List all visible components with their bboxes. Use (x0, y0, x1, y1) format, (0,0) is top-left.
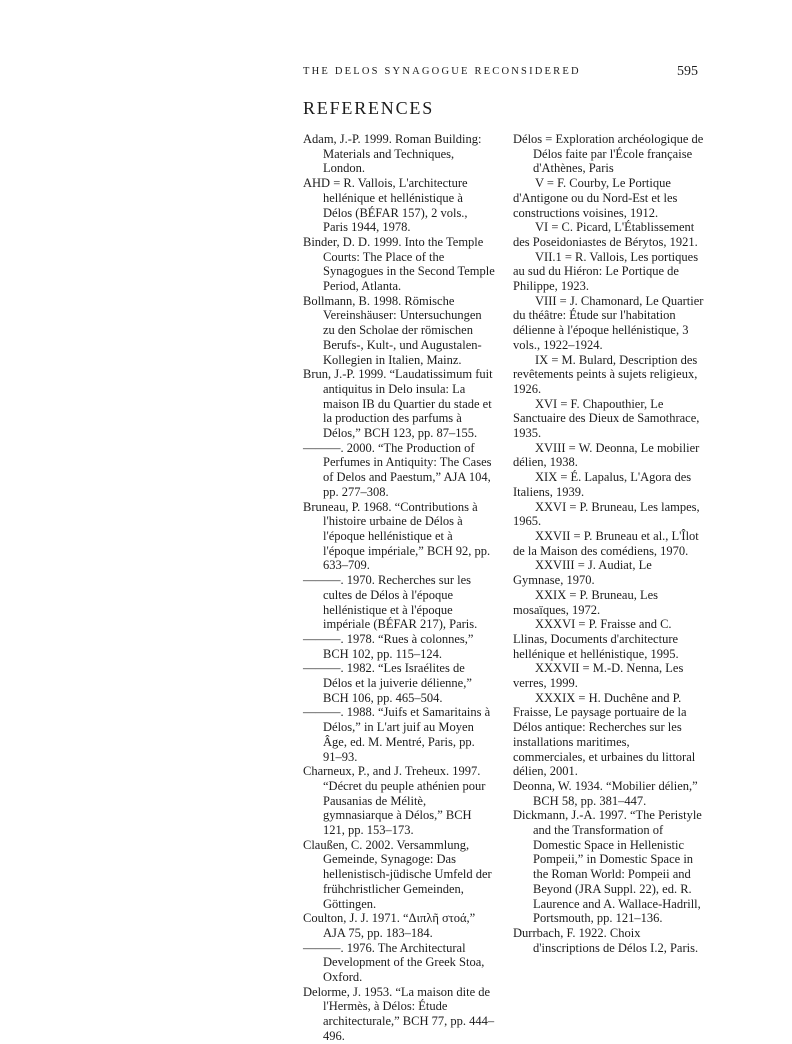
reference-subentry: VI = C. Picard, L'Établissement des Poseidoniastes de Bérytos, 1921. (513, 220, 698, 249)
reference-entry: ———. 1982. “Les Israélites de Délos et la juiverie délienne,” BCH 106, pp. 465–504. (303, 661, 472, 705)
running-head: THE DELOS SYNAGOGUE RECONSIDERED (303, 66, 581, 77)
page-number: 595 (677, 64, 698, 79)
reference-subentry: XXXIX = H. Duchêne and P. Fraisse, Le paysage portuaire de la Délos antique: Recherches sur les installations maritimes, commerciales, et urbaines du littoral délien, 2001. (513, 690, 696, 779)
reference-entry: Delorme, J. 1953. “La maison dite de l'Hermès, à Délos: Étude architecturale,” BCH 77, pp. 444–496. (303, 984, 495, 1043)
reference-entry: ———. 2000. “The Production of Perfumes in Antiquity: The Cases of Delos and Paestum,” AJA 104, pp. 277–308. (303, 440, 492, 499)
reference-entry: ———. 1976. The Architectural Development of the Greek Stoa, Oxford. (303, 940, 485, 985)
reference-subentry: XXVIII = J. Audiat, Le Gymnase, 1970. (513, 558, 652, 588)
reference-subentry: VIII = J. Chamonard, Le Quartier du théâtre: Étude sur l'habitation délienne à l'époque hellénistique, 3 vols., 1922–1924. (513, 293, 704, 352)
reference-subentry: IX = M. Bulard, Description des revêtements peints à sujets religieux, 1926. (513, 352, 698, 396)
reference-entry: Coulton, J. J. 1971. “Διπλῆ στοά,” AJA 75, pp. 183–184. (303, 911, 476, 940)
reference-entry: Durrbach, F. 1922. Choix d'inscriptions de Délos I.2, Paris. (513, 925, 699, 955)
reference-subentry: XXVI = P. Bruneau, Les lampes, 1965. (513, 499, 700, 529)
reference-entry: Deonna, W. 1934. “Mobilier délien,” BCH 58, pp. 381–447. (513, 778, 698, 808)
reference-entry: Binder, D. D. 1999. Into the Temple Courts: The Place of the Synagogues in the Second Temple Period, Atlanta. (303, 234, 495, 294)
reference-subentry: XVIII = W. Deonna, Le mobilier délien, 1938. (513, 440, 700, 470)
reference-entry: Brun, J.-P. 1999. “Laudatissimum fuit antiquitus in Delo insula: La maison IB du Quartier du stade et la production des parfums à Délos,” BCH 123, pp. 87–155. (303, 367, 493, 441)
reference-entry: Charneux, P., and J. Treheux. 1997. “Décret du peuple athénien pour Pausanias de Mélitè, gymnasiarque à Délos,” BCH 121, pp. 153–173. (303, 764, 486, 838)
section-title: REFERENCES (303, 98, 435, 118)
reference-entry: Bruneau, P. 1968. “Contributions à l'histoire urbaine de Délos à l'époque hellénistique et à l'époque impériale,” BCH 92, pp. 633–709. (303, 499, 491, 573)
reference-subentry: V = F. Courby, Le Portique d'Antigone ou du Nord-Est et les constructions voisines, 1912. (513, 176, 678, 220)
reference-entry: ———. 1970. Recherches sur les cultes de Délos à l'époque hellénistique et à l'époque impériale (BÉFAR 217), Paris. (303, 573, 478, 632)
reference-entry: Délos = Exploration archéologique de Délos faite par l'École française d'Athènes, Paris (513, 132, 704, 176)
reference-entry: AHD = R. Vallois, L'architecture hellénique et hellénistique à Délos (BÉFAR 157), 2 vols., Paris 1944, 1978. (303, 176, 468, 235)
references-column-left (303, 132, 495, 1044)
reference-entry: Claußen, C. 2002. Versammlung, Gemeinde, Synagoge: Das hellenistisch-jüdische Umfeld der frühchristlicher Gemeinden, Göttingen. (303, 837, 492, 911)
reference-subentry: XXIX = P. Bruneau, Les mosaïques, 1972. (513, 587, 659, 617)
reference-subentry: VII.1 = R. Vallois, Les portiques au sud du Hiéron: Le Portique de Philippe, 1923. (513, 249, 699, 294)
reference-subentry: XXVII = P. Bruneau et al., L'Îlot de la Maison des comédiens, 1970. (513, 528, 699, 558)
reference-entry: ———. 1978. “Rues à colonnes,” BCH 102, pp. 115–124. (303, 631, 474, 661)
reference-entry: Bollmann, B. 1998. Römische Vereinshäuser: Untersuchungen zu den Scholae der römischen Berufs-, Kult-, und Augustalen-Kollegien in Italien, Mainz. (303, 293, 482, 367)
references-column-right (513, 132, 705, 955)
reference-subentry: XVI = F. Chapouthier, Le Sanctuaire des Dieux de Samothrace, 1935. (513, 396, 700, 441)
reference-subentry: XXXVII = M.-D. Nenna, Les verres, 1999. (513, 661, 684, 691)
reference-entry: ———. 1988. “Juifs et Samaritains à Délos,” in L'art juif au Moyen Âge, ed. M. Mentré, Paris, pp. 91–93. (303, 705, 491, 764)
reference-entry: Adam, J.-P. 1999. Roman Building: Materials and Techniques, London. (303, 132, 482, 176)
reference-subentry: XIX = É. Lapalus, L'Agora des Italiens, 1939. (513, 470, 692, 499)
reference-subentry: XXXVI = P. Fraisse and C. Llinas, Documents d'architecture hellénique et hellénistique, 1995. (513, 617, 679, 661)
reference-entry: Dickmann, J.-A. 1997. “The Peristyle and the Transformation of Domestic Space in Hellenistic Pompeii,” in Domestic Space in the Roman World: Pompeii and Beyond (JRA Suppl. 22), ed. R. Laurence and A. Wallace-Hadrill, Portsmouth, pp. 121–136. (513, 808, 702, 926)
